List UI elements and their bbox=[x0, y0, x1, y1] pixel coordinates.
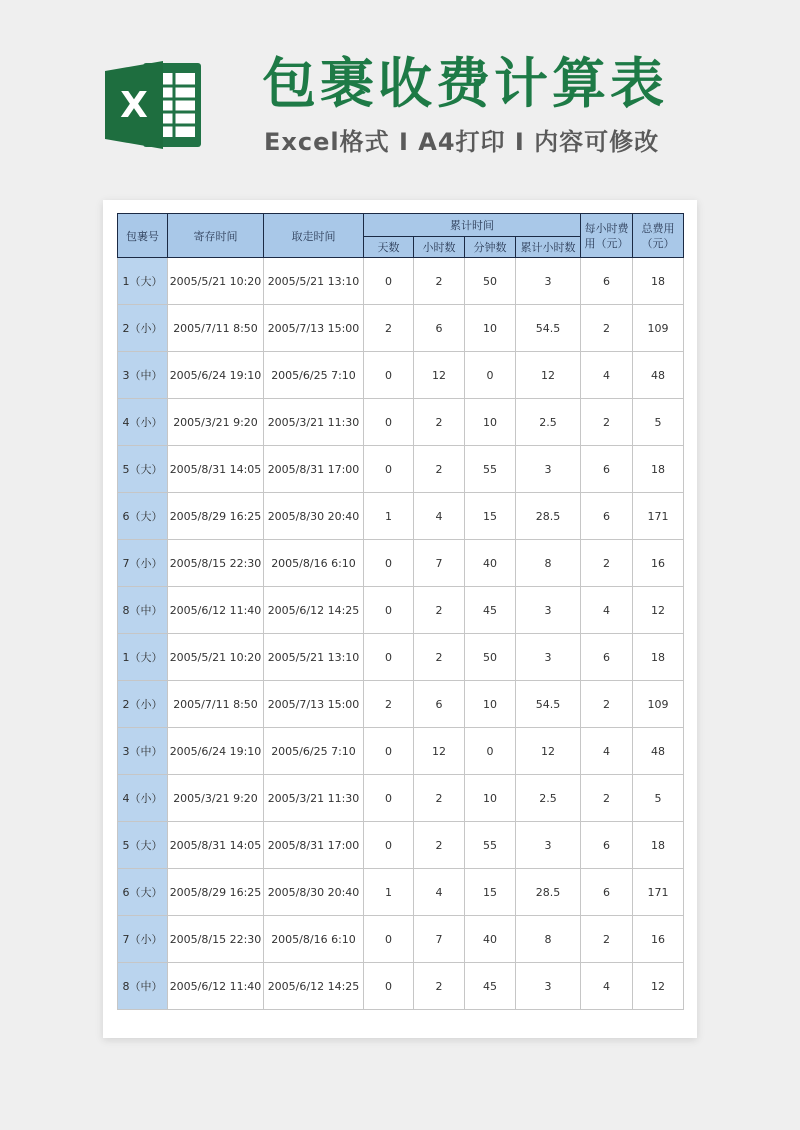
hours-cell: 2 bbox=[414, 446, 465, 493]
package-no-cell: 6（大） bbox=[118, 493, 168, 540]
total-fee-cell: 18 bbox=[633, 258, 684, 305]
table-row bbox=[118, 587, 684, 634]
package-no-cell: 5（大） bbox=[118, 446, 168, 493]
total-fee-cell: 48 bbox=[633, 352, 684, 399]
total-hours-cell: 3 bbox=[516, 446, 581, 493]
deposit-time-cell: 2005/6/12 11:40 bbox=[168, 587, 264, 634]
hours-cell: 2 bbox=[414, 822, 465, 869]
hourly-fee-cell: 4 bbox=[581, 587, 633, 634]
minutes-cell: 10 bbox=[465, 305, 516, 352]
table-row bbox=[118, 493, 684, 540]
total-hours-cell: 2.5 bbox=[516, 399, 581, 446]
total-fee-cell: 5 bbox=[633, 775, 684, 822]
package-no-cell: 2（小） bbox=[118, 305, 168, 352]
table-row bbox=[118, 399, 684, 446]
hourly-fee-cell: 2 bbox=[581, 775, 633, 822]
package-no-cell: 4（小） bbox=[118, 399, 168, 446]
total-fee-cell: 109 bbox=[633, 305, 684, 352]
table-row bbox=[118, 822, 684, 869]
total-hours-cell: 12 bbox=[516, 352, 581, 399]
total-fee-cell: 171 bbox=[633, 869, 684, 916]
pickup-time-cell: 2005/7/13 15:00 bbox=[264, 681, 364, 728]
days-cell: 0 bbox=[364, 963, 414, 1010]
days-cell: 0 bbox=[364, 775, 414, 822]
minutes-cell: 10 bbox=[465, 775, 516, 822]
minutes-cell: 40 bbox=[465, 540, 516, 587]
deposit-time-cell: 2005/8/31 14:05 bbox=[168, 822, 264, 869]
header-cumulative-time: 累计时间 bbox=[364, 214, 581, 237]
table-row bbox=[118, 446, 684, 493]
deposit-time-cell: 2005/7/11 8:50 bbox=[168, 681, 264, 728]
deposit-time-cell: 2005/8/31 14:05 bbox=[168, 446, 264, 493]
total-fee-cell: 109 bbox=[633, 681, 684, 728]
hourly-fee-cell: 4 bbox=[581, 963, 633, 1010]
minutes-cell: 0 bbox=[465, 352, 516, 399]
hours-cell: 4 bbox=[414, 869, 465, 916]
hourly-fee-cell: 6 bbox=[581, 446, 633, 493]
header-deposit-time: 寄存时间 bbox=[168, 214, 264, 258]
deposit-time-cell: 2005/6/24 19:10 bbox=[168, 352, 264, 399]
days-cell: 1 bbox=[364, 493, 414, 540]
deposit-time-cell: 2005/7/11 8:50 bbox=[168, 305, 264, 352]
header-total-hours: 累计小时数 bbox=[516, 237, 581, 258]
hourly-fee-cell: 2 bbox=[581, 399, 633, 446]
package-no-cell: 3（中） bbox=[118, 728, 168, 775]
page-subtitle: Excel格式 I A4打印 I 内容可修改 bbox=[264, 128, 660, 156]
package-no-cell: 3（中） bbox=[118, 352, 168, 399]
header-days: 天数 bbox=[364, 237, 414, 258]
days-cell: 0 bbox=[364, 634, 414, 681]
table-row bbox=[118, 916, 684, 963]
deposit-time-cell: 2005/8/15 22:30 bbox=[168, 540, 264, 587]
fee-table bbox=[117, 213, 684, 1010]
minutes-cell: 0 bbox=[465, 728, 516, 775]
total-hours-cell: 8 bbox=[516, 916, 581, 963]
deposit-time-cell: 2005/5/21 10:20 bbox=[168, 258, 264, 305]
days-cell: 0 bbox=[364, 587, 414, 634]
logo-letter: X bbox=[120, 85, 148, 126]
total-fee-cell: 18 bbox=[633, 634, 684, 681]
table-body bbox=[118, 258, 684, 1010]
deposit-time-cell: 2005/8/15 22:30 bbox=[168, 916, 264, 963]
deposit-time-cell: 2005/6/24 19:10 bbox=[168, 728, 264, 775]
hours-cell: 7 bbox=[414, 916, 465, 963]
days-cell: 2 bbox=[364, 681, 414, 728]
total-hours-cell: 3 bbox=[516, 634, 581, 681]
table-row bbox=[118, 258, 684, 305]
minutes-cell: 40 bbox=[465, 916, 516, 963]
header-hours: 小时数 bbox=[414, 237, 465, 258]
total-hours-cell: 54.5 bbox=[516, 305, 581, 352]
hourly-fee-cell: 2 bbox=[581, 540, 633, 587]
excel-logo-icon bbox=[103, 57, 203, 153]
days-cell: 0 bbox=[364, 352, 414, 399]
table-row bbox=[118, 963, 684, 1010]
deposit-time-cell: 2005/6/12 11:40 bbox=[168, 963, 264, 1010]
hours-cell: 2 bbox=[414, 775, 465, 822]
deposit-time-cell: 2005/5/21 10:20 bbox=[168, 634, 264, 681]
table-row bbox=[118, 869, 684, 916]
pickup-time-cell: 2005/8/31 17:00 bbox=[264, 822, 364, 869]
total-hours-cell: 54.5 bbox=[516, 681, 581, 728]
total-hours-cell: 28.5 bbox=[516, 493, 581, 540]
days-cell: 0 bbox=[364, 822, 414, 869]
package-no-cell: 7（小） bbox=[118, 916, 168, 963]
pickup-time-cell: 2005/6/25 7:10 bbox=[264, 728, 364, 775]
hours-cell: 12 bbox=[414, 352, 465, 399]
table-row bbox=[118, 352, 684, 399]
hours-cell: 2 bbox=[414, 634, 465, 681]
page-title: 包裹收费计算表 bbox=[262, 52, 668, 115]
hours-cell: 2 bbox=[414, 963, 465, 1010]
package-no-cell: 4（小） bbox=[118, 775, 168, 822]
hours-cell: 6 bbox=[414, 305, 465, 352]
table-row bbox=[118, 775, 684, 822]
total-fee-cell: 16 bbox=[633, 916, 684, 963]
table-row bbox=[118, 540, 684, 587]
hourly-fee-cell: 6 bbox=[581, 822, 633, 869]
deposit-time-cell: 2005/8/29 16:25 bbox=[168, 493, 264, 540]
package-no-cell: 1（大） bbox=[118, 634, 168, 681]
hourly-fee-cell: 4 bbox=[581, 352, 633, 399]
hourly-fee-cell: 2 bbox=[581, 305, 633, 352]
days-cell: 2 bbox=[364, 305, 414, 352]
pickup-time-cell: 2005/6/25 7:10 bbox=[264, 352, 364, 399]
total-hours-cell: 3 bbox=[516, 258, 581, 305]
deposit-time-cell: 2005/8/29 16:25 bbox=[168, 869, 264, 916]
days-cell: 0 bbox=[364, 258, 414, 305]
pickup-time-cell: 2005/8/30 20:40 bbox=[264, 493, 364, 540]
days-cell: 0 bbox=[364, 540, 414, 587]
minutes-cell: 45 bbox=[465, 963, 516, 1010]
pickup-time-cell: 2005/8/30 20:40 bbox=[264, 869, 364, 916]
total-fee-cell: 171 bbox=[633, 493, 684, 540]
days-cell: 0 bbox=[364, 399, 414, 446]
total-hours-cell: 3 bbox=[516, 822, 581, 869]
minutes-cell: 50 bbox=[465, 258, 516, 305]
page-header bbox=[0, 0, 800, 200]
package-no-cell: 8（中） bbox=[118, 963, 168, 1010]
table-row bbox=[118, 305, 684, 352]
minutes-cell: 15 bbox=[465, 869, 516, 916]
total-fee-cell: 48 bbox=[633, 728, 684, 775]
header-pickup-time: 取走时间 bbox=[264, 214, 364, 258]
table-row bbox=[118, 728, 684, 775]
header-package-no: 包裹号 bbox=[118, 214, 168, 258]
package-no-cell: 8（中） bbox=[118, 587, 168, 634]
spreadsheet-page bbox=[103, 200, 697, 1038]
days-cell: 0 bbox=[364, 728, 414, 775]
total-hours-cell: 2.5 bbox=[516, 775, 581, 822]
hourly-fee-cell: 2 bbox=[581, 916, 633, 963]
package-no-cell: 2（小） bbox=[118, 681, 168, 728]
days-cell: 0 bbox=[364, 446, 414, 493]
total-fee-cell: 12 bbox=[633, 587, 684, 634]
pickup-time-cell: 2005/5/21 13:10 bbox=[264, 634, 364, 681]
total-fee-cell: 18 bbox=[633, 822, 684, 869]
hours-cell: 12 bbox=[414, 728, 465, 775]
minutes-cell: 10 bbox=[465, 681, 516, 728]
pickup-time-cell: 2005/8/31 17:00 bbox=[264, 446, 364, 493]
hourly-fee-cell: 2 bbox=[581, 681, 633, 728]
hourly-fee-cell: 6 bbox=[581, 258, 633, 305]
total-hours-cell: 3 bbox=[516, 963, 581, 1010]
deposit-time-cell: 2005/3/21 9:20 bbox=[168, 775, 264, 822]
package-no-cell: 5（大） bbox=[118, 822, 168, 869]
package-no-cell: 6（大） bbox=[118, 869, 168, 916]
pickup-time-cell: 2005/7/13 15:00 bbox=[264, 305, 364, 352]
minutes-cell: 15 bbox=[465, 493, 516, 540]
header-hourly-fee: 每小时费用（元） bbox=[581, 214, 633, 258]
hours-cell: 2 bbox=[414, 399, 465, 446]
header-minutes: 分钟数 bbox=[465, 237, 516, 258]
total-fee-cell: 16 bbox=[633, 540, 684, 587]
total-fee-cell: 12 bbox=[633, 963, 684, 1010]
pickup-time-cell: 2005/3/21 11:30 bbox=[264, 399, 364, 446]
table-row bbox=[118, 681, 684, 728]
hourly-fee-cell: 6 bbox=[581, 869, 633, 916]
hours-cell: 2 bbox=[414, 258, 465, 305]
pickup-time-cell: 2005/5/21 13:10 bbox=[264, 258, 364, 305]
total-hours-cell: 3 bbox=[516, 587, 581, 634]
days-cell: 0 bbox=[364, 916, 414, 963]
total-fee-cell: 5 bbox=[633, 399, 684, 446]
package-no-cell: 1（大） bbox=[118, 258, 168, 305]
minutes-cell: 55 bbox=[465, 446, 516, 493]
minutes-cell: 10 bbox=[465, 399, 516, 446]
total-hours-cell: 8 bbox=[516, 540, 581, 587]
package-no-cell: 7（小） bbox=[118, 540, 168, 587]
hourly-fee-cell: 6 bbox=[581, 493, 633, 540]
minutes-cell: 50 bbox=[465, 634, 516, 681]
hours-cell: 6 bbox=[414, 681, 465, 728]
minutes-cell: 55 bbox=[465, 822, 516, 869]
total-fee-cell: 18 bbox=[633, 446, 684, 493]
hours-cell: 7 bbox=[414, 540, 465, 587]
minutes-cell: 45 bbox=[465, 587, 516, 634]
pickup-time-cell: 2005/6/12 14:25 bbox=[264, 963, 364, 1010]
deposit-time-cell: 2005/3/21 9:20 bbox=[168, 399, 264, 446]
pickup-time-cell: 2005/6/12 14:25 bbox=[264, 587, 364, 634]
table-row bbox=[118, 634, 684, 681]
header-total-fee: 总费用（元） bbox=[633, 214, 684, 258]
total-hours-cell: 12 bbox=[516, 728, 581, 775]
hourly-fee-cell: 4 bbox=[581, 728, 633, 775]
pickup-time-cell: 2005/8/16 6:10 bbox=[264, 916, 364, 963]
hourly-fee-cell: 6 bbox=[581, 634, 633, 681]
total-hours-cell: 28.5 bbox=[516, 869, 581, 916]
pickup-time-cell: 2005/8/16 6:10 bbox=[264, 540, 364, 587]
hours-cell: 2 bbox=[414, 587, 465, 634]
pickup-time-cell: 2005/3/21 11:30 bbox=[264, 775, 364, 822]
days-cell: 1 bbox=[364, 869, 414, 916]
hours-cell: 4 bbox=[414, 493, 465, 540]
